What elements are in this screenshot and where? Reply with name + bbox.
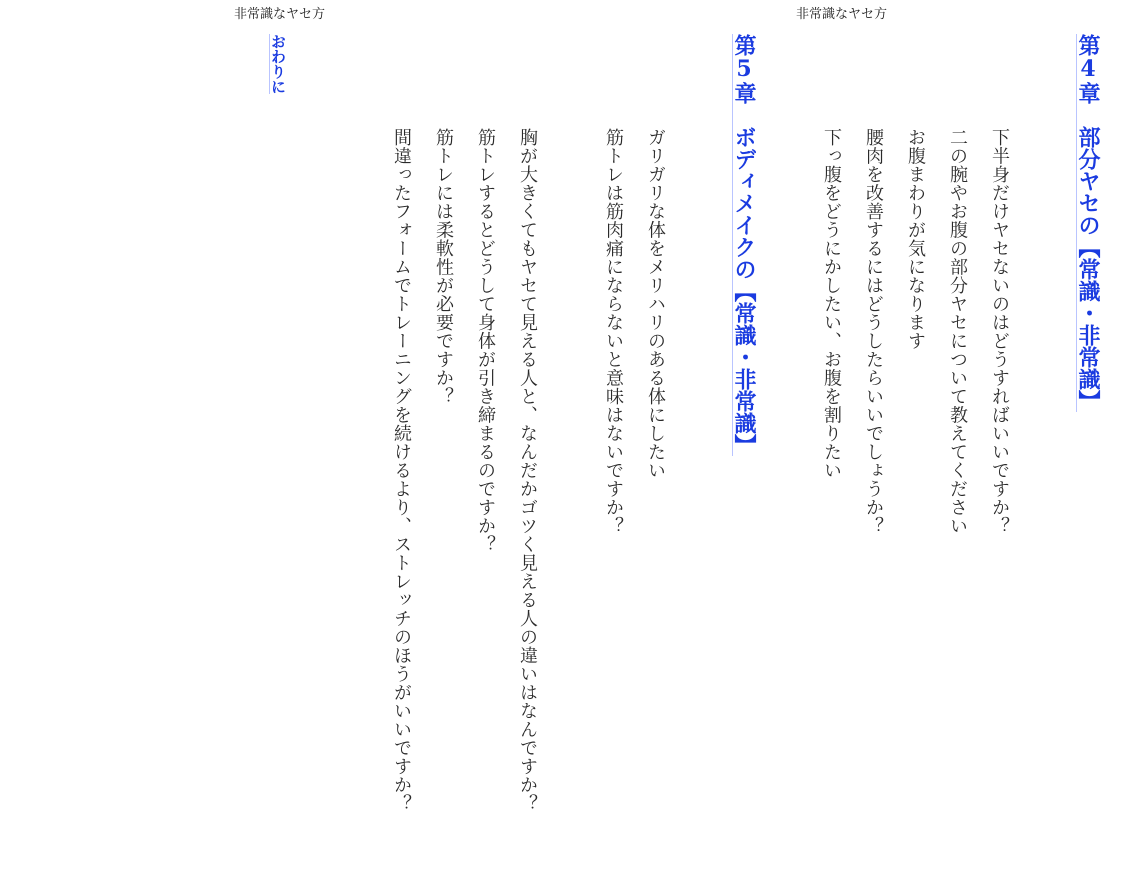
running-header-right: 非常識なヤセ方 [796, 7, 888, 22]
toc-chapter5-item[interactable]: ガリガリな体をメリハリのある体にしたい [645, 128, 666, 480]
toc-chapter4-item[interactable]: お腹まわりが気になります [905, 128, 926, 350]
toc-chapter5-item[interactable]: 筋トレは筋肉痛にならないと意味はないですか？ [603, 128, 624, 535]
toc-chapter4-item[interactable]: 腰肉を改善するにはどうしたらいいでしょうか？ [863, 128, 884, 535]
running-header-left: 非常識なヤセ方 [234, 7, 326, 22]
toc-chapter5-item[interactable]: 間違ったフォームでトレーニングを続けるより、ストレッチのほうがいいですか？ [391, 128, 412, 813]
toc-ending-link[interactable]: おわりに [269, 34, 287, 94]
right-page [562, 0, 1124, 880]
toc-chapter5-item[interactable]: 筋トレには柔軟性が必要ですか？ [433, 128, 454, 406]
toc-chapter4-item[interactable]: 下っ腹をどうにかしたい、お腹を割りたい [821, 128, 842, 480]
toc-chapter5-item[interactable]: 筋トレするとどうして身体が引き締まるのですか？ [475, 128, 496, 554]
toc-chapter5-item[interactable]: 胸が大きくてもヤセて見える人と、なんだかゴツく見える人の違いはなんですか？ [517, 128, 538, 813]
toc-chapter4-item[interactable]: 下半身だけヤセないのはどうすればいいですか？ [989, 128, 1010, 535]
toc-chapter4-item[interactable]: 二の腕やお腹の部分ヤセについて教えてください [947, 128, 968, 535]
toc-chapter5-link[interactable]: 第5章 ボディメイクの【常識・非常識】 [731, 34, 757, 456]
toc-chapter4-link[interactable]: 第4章 部分ヤセの【常識・非常識】 [1075, 34, 1101, 412]
